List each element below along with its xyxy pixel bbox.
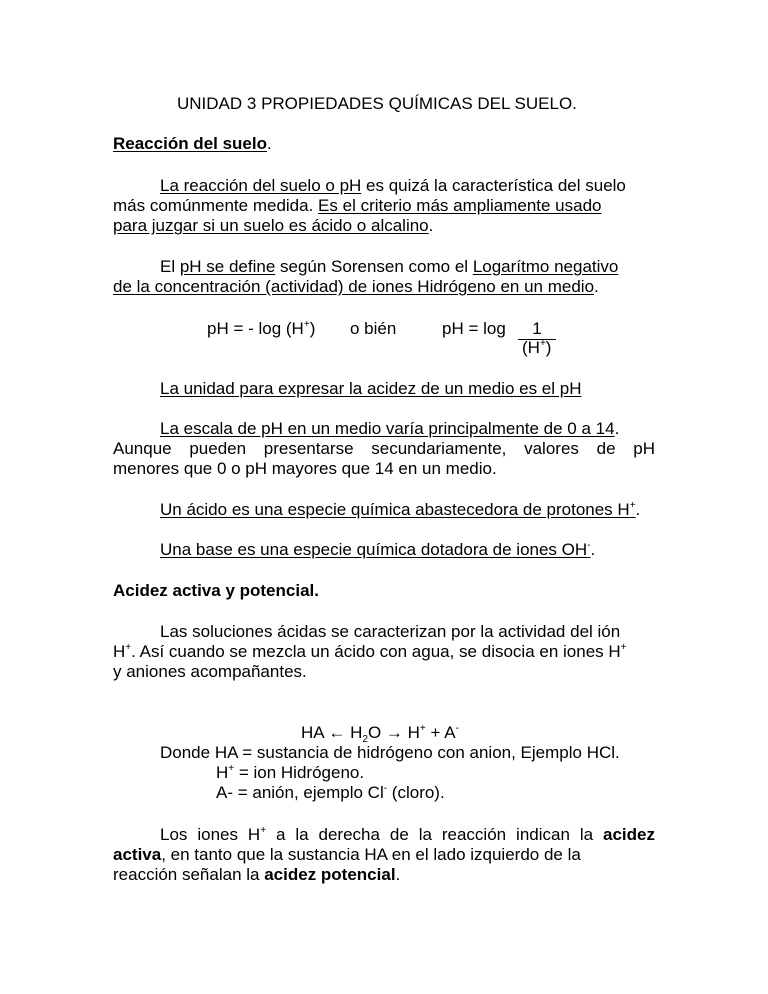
paragraph-7-line-3: y aniones acompañantes. (113, 662, 307, 681)
paragraph-base-definition: Una base es una especie química dotadora de iones OH-. (160, 540, 596, 559)
paragraph-2-line-2: de la concentración (actividad) de iones Hidrógeno en un medio. (113, 277, 599, 296)
fraction-numerator: 1 (518, 319, 556, 340)
paragraph-8-line-2: activa, en tanto que la sustancia HA en el lado izquierdo de la (113, 845, 581, 864)
ph-formula-log: pH = - log (H+) (207, 319, 316, 338)
paragraph-1-line-3: para juzgar si un suelo es ácido o alcalino. (113, 216, 434, 235)
paragraph-8-line-1: Los iones H+ a la derecha de la reacción indican la acidez (160, 825, 655, 844)
paragraph-4-line-3: menores que 0 o pH mayores que 14 en un medio. (113, 459, 497, 478)
paragraph-1-line-1: La reacción del suelo o pH es quizá la característica del suelo (160, 176, 626, 195)
arrow-right-icon: → (385, 723, 403, 742)
section-heading-reaccion: Reacción del suelo. (113, 134, 272, 153)
definition-h-ion: H+ = ion Hidrógeno. (216, 763, 365, 782)
section-heading-acidez: Acidez activa y potencial. (113, 581, 319, 600)
paragraph-7-line-2: H+. Así cuando se mezcla un ácido con agua, se disocia en iones H+ (113, 642, 627, 661)
fraction-denominator: (H+) (522, 338, 552, 357)
page-title: UNIDAD 3 PROPIEDADES QUÍMICAS DEL SUELO. (177, 94, 577, 113)
paragraph-4-line-2: Aunque pueden presentarse secundariamente, valores de pH (113, 439, 655, 458)
arrow-left-icon: ← (328, 723, 346, 742)
paragraph-1-line-2: más comúnmente medida. Es el criterio más ampliamente usado (113, 196, 602, 215)
paragraph-4-line-1: La escala de pH en un medio varía principalmente de 0 a 14. (160, 419, 620, 438)
ph-formula-reciprocal: pH = log (442, 319, 506, 338)
definition-anion: A- = anión, ejemplo Cl- (cloro). (216, 783, 445, 802)
paragraph-8-line-3: reacción señalan la acidez potencial. (113, 865, 401, 884)
dissociation-reaction: HA ← $H_2O \to H^+ + A^-$ (301, 723, 459, 745)
paragraph-2-line-1: El pH se define según Sorensen como el Logarítmo negativo (160, 257, 619, 276)
paragraph-7-line-1: Las soluciones ácidas se caracterizan por la actividad del ión (160, 622, 621, 641)
formula-or-text: o bién (350, 319, 397, 338)
definition-ha: Donde HA = sustancia de hidrógeno con anion, Ejemplo HCl. (160, 743, 620, 762)
paragraph-3: La unidad para expresar la acidez de un medio es el pH (160, 379, 582, 398)
paragraph-acid-definition: Un ácido es una especie química abastecedora de protones H+. (160, 500, 641, 519)
